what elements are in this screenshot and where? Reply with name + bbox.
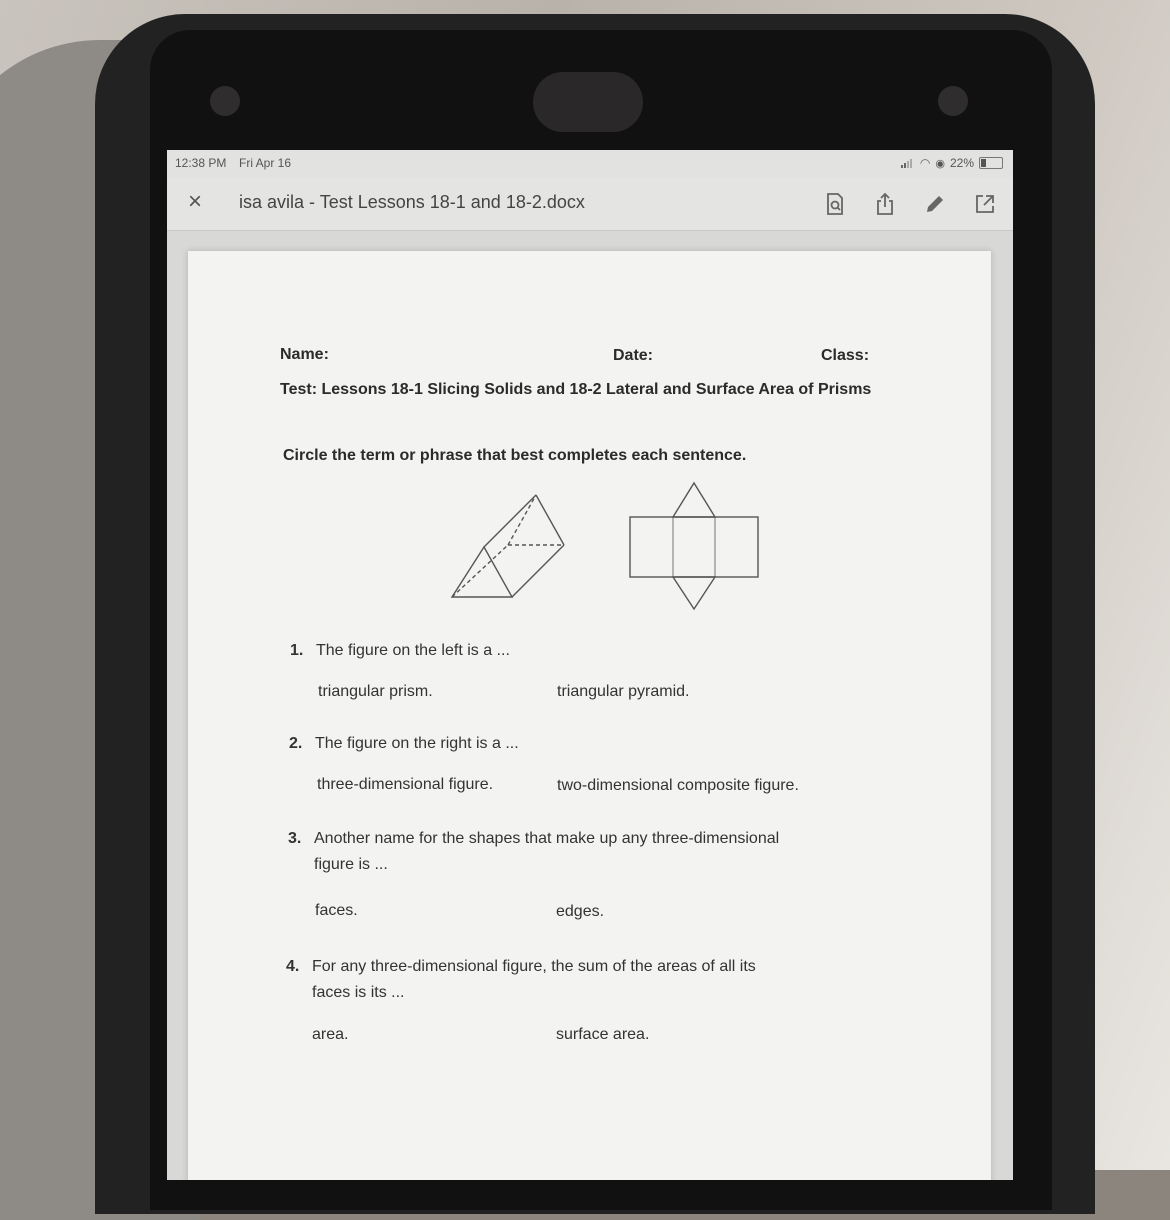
- document-viewer[interactable]: [167, 231, 1013, 1180]
- question-3-option-b: edges.: [556, 903, 605, 920]
- name-label: Name:: [280, 346, 329, 363]
- document-page: [188, 251, 991, 1180]
- alarm-icon: ◉: [935, 157, 945, 170]
- prism-figures: [448, 481, 768, 621]
- open-external-icon[interactable]: [971, 190, 999, 218]
- find-in-document-icon[interactable]: [821, 190, 849, 218]
- status-date: Fri Apr 16: [239, 156, 292, 170]
- question-4-option-b: surface area.: [556, 1026, 650, 1043]
- instructions: Circle the term or phrase that best completes each sentence.: [283, 447, 747, 464]
- question-number: 2.: [289, 735, 303, 752]
- case-corner-dot: [210, 86, 240, 116]
- question-2-option-b: two-dimensional composite figure.: [557, 777, 799, 794]
- question-4-option-a: area.: [312, 1026, 349, 1043]
- prism-net-figure: [630, 483, 758, 609]
- share-icon[interactable]: [871, 190, 899, 218]
- status-time: 12:38 PM: [175, 156, 227, 170]
- document-title: isa avila - Test Lessons 18-1 and 18-2.docx: [239, 192, 585, 212]
- question-number: 4.: [286, 958, 300, 975]
- case-corner-dot: [938, 86, 968, 116]
- question-text-line1: For any three-dimensional figure, the sum of the areas of all its: [312, 958, 756, 975]
- question-1-option-b: triangular pyramid.: [557, 683, 690, 700]
- close-icon[interactable]: ×: [187, 188, 202, 215]
- battery-icon: [979, 157, 1003, 169]
- battery-percent: 22%: [949, 156, 974, 170]
- question-2-option-a: three-dimensional figure.: [317, 776, 494, 793]
- signal-icon: [901, 158, 915, 168]
- question-4: [286, 954, 756, 1006]
- question-2: [289, 731, 519, 757]
- triangular-prism-figure: [452, 495, 564, 597]
- toolbar-actions: [821, 190, 999, 218]
- document-toolbar: [167, 178, 1013, 231]
- status-indicators: [901, 156, 1003, 170]
- question-number: 1.: [290, 642, 304, 659]
- question-text-line2: faces is its ...: [312, 984, 405, 1001]
- wifi-icon: ◠: [919, 156, 931, 170]
- date-label: Date:: [613, 347, 654, 364]
- tablet-screen: [167, 150, 1013, 1180]
- question-text: The figure on the left is a ...: [316, 642, 510, 659]
- class-label: Class:: [821, 347, 870, 364]
- test-title: Test: Lessons 18-1 Slicing Solids and 18-2 Lateral and Surface Area of Prisms: [280, 381, 872, 398]
- question-text-line2: figure is ...: [314, 856, 388, 873]
- question-3-option-a: faces.: [315, 902, 358, 919]
- question-text: The figure on the right is a ...: [315, 735, 519, 752]
- status-bar: [167, 150, 1013, 178]
- question-number: 3.: [288, 830, 302, 847]
- question-1: [290, 638, 510, 664]
- case-camera-housing: [533, 72, 643, 132]
- question-1-option-a: triangular prism.: [318, 683, 433, 700]
- question-3: [288, 826, 779, 878]
- question-text-line1: Another name for the shapes that make up any three-dimensional: [314, 830, 780, 847]
- edit-pencil-icon[interactable]: [921, 190, 949, 218]
